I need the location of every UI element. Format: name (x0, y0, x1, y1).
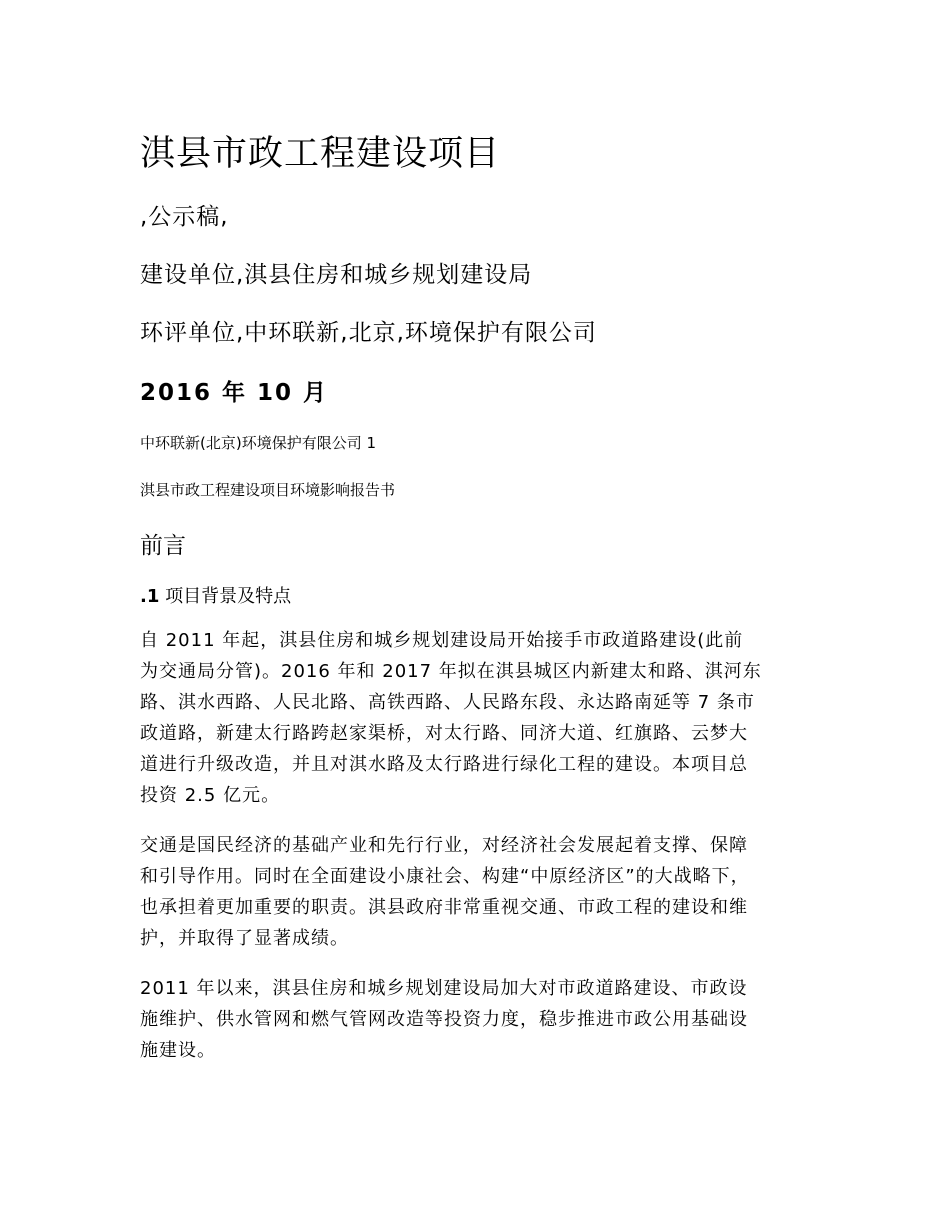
paragraph-line: 也承担着更加重要的职责。淇县政府非常重视交通、市政工程的建设和维 (140, 897, 748, 918)
doc-date: 2016 年 10 月 (140, 380, 329, 406)
paragraph-2 (140, 830, 840, 954)
paragraph-3 (140, 973, 840, 1066)
paragraph-line: 路、淇水西路、人民北路、高铁西路、人民路东段、永达路南延等 7 条市 (140, 692, 755, 713)
paragraph-line: 道进行升级改造，并且对淇水路及太行路进行绿化工程的建设。本项目总 (140, 754, 748, 775)
paragraph-line: 护，并取得了显著成绩。 (140, 928, 349, 949)
paragraph-line: 政道路，新建太行路跨赵家渠桥，对太行路、同济大道、红旗路、云梦大 (140, 723, 748, 744)
paragraph-line: 施维护、供水管网和燃气管网改造等投资力度，稳步推进市政公用基础设 (140, 1009, 748, 1030)
section-title: 项目背景及特点 (159, 586, 292, 607)
preface-heading: 前言 (140, 533, 186, 559)
eia-unit-line: 环评单位,中环联新,北京,环境保护有限公司 (140, 320, 597, 346)
paragraph-line: 2011 年以来，淇县住房和城乡规划建设局加大对市政道路建设、市政设 (140, 978, 748, 999)
builder-line: 建设单位,淇县住房和城乡规划建设局 (140, 262, 533, 288)
paragraph-line: 交通是国民经济的基础产业和先行行业，对经济社会发展起着支撑、保障 (140, 835, 748, 856)
paragraph-line: 为交通局分管)。2016 年和 2017 年拟在淇县城区内新建太和路、淇河东 (140, 661, 762, 682)
doc-title: 淇县市政工程建设项目 (140, 134, 501, 174)
section-heading (140, 582, 291, 608)
company-page-line: 中环联新(北京)环境保护有限公司 1 (140, 434, 377, 452)
section-number: .1 (140, 586, 160, 607)
paragraph-line: 和引导作用。同时在全面建设小康社会、构建“中原经济区”的大战略下， (140, 866, 750, 887)
paragraph-line: 投资 2.5 亿元。 (140, 785, 281, 806)
paragraph-line: 施建设。 (140, 1040, 216, 1061)
paragraph-line: 自 2011 年起，淇县住房和城乡规划建设局开始接手市政道路建设(此前 (140, 630, 744, 651)
draft-label: ,公示稿, (140, 204, 229, 230)
report-title-line: 淇县市政工程建设项目环境影响报告书 (140, 481, 396, 499)
paragraph-1 (140, 625, 840, 811)
